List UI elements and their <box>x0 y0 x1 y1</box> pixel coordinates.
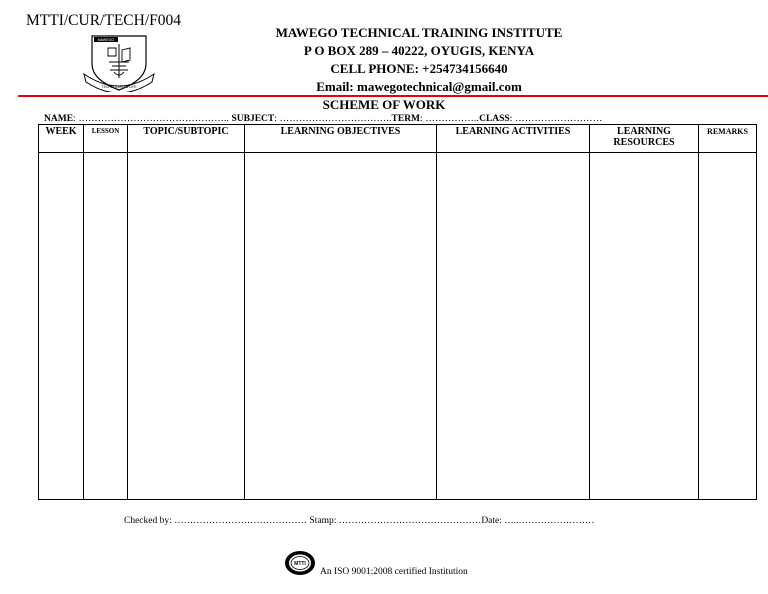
institute-phone: CELL PHONE: +254734156640 <box>330 61 508 76</box>
scheme-table <box>38 124 757 500</box>
logo-text-bottom: TECHNOLOGY & LIFE <box>101 85 137 89</box>
teacher-fields <box>44 114 602 124</box>
document-title: SCHEME OF WORK <box>322 97 446 112</box>
class-label: CLASS <box>479 114 510 124</box>
col-learning-activities: LEARNING ACTIVITIES <box>437 125 590 153</box>
resources-cell[interactable] <box>590 153 699 500</box>
subject-label: SUBJECT <box>231 114 275 124</box>
checked-by-field[interactable]: Checked by: …………………………………… <box>124 516 308 526</box>
lesson-cell[interactable] <box>84 153 128 500</box>
activities-cell[interactable] <box>437 153 590 500</box>
iso-certification-logo <box>284 550 316 576</box>
col-topic-subtopic: TOPIC/SUBTOPIC <box>128 125 245 153</box>
date-field[interactable]: Date: …..…………………… <box>481 516 595 526</box>
document-code: MTTI/CUR/TECH/F004 <box>26 12 182 29</box>
col-lesson: LESSON <box>84 125 128 153</box>
col-learning-objectives: LEARNING OBJECTIVES <box>245 125 437 153</box>
logo-text-top: MAWEGO <box>97 38 115 42</box>
remarks-cell[interactable] <box>699 153 757 500</box>
subject-field[interactable]: : …………………………….. <box>274 114 392 124</box>
objectives-cell[interactable] <box>245 153 437 500</box>
institute-address: P O BOX 289 – 40222, OYUGIS, KENYA <box>303 43 535 58</box>
class-field[interactable]: : ……………………… <box>509 114 603 124</box>
institute-email: Email: mawegotechnical@gmail.com <box>316 79 522 94</box>
table-row <box>39 153 757 500</box>
institute-name: MAWEGO TECHNICAL TRAINING INSTITUTE <box>275 25 563 40</box>
col-remarks: REMARKS <box>699 125 757 153</box>
week-cell[interactable] <box>39 153 84 500</box>
term-field[interactable]: : …………….. <box>420 114 480 124</box>
footer-signoff <box>124 516 595 526</box>
iso-logo-text: MTTI <box>294 561 306 567</box>
name-label: NAME <box>44 114 74 124</box>
name-field[interactable]: : ……………………………………….. <box>73 114 230 124</box>
stamp-field[interactable]: Stamp: ……………………………………… <box>309 516 482 526</box>
iso-certification-text: An ISO 9001:2008 certified Institution <box>320 567 468 577</box>
col-week: WEEK <box>39 125 84 153</box>
table-header-row <box>39 125 757 153</box>
term-label: TERM <box>391 114 421 124</box>
topic-cell[interactable] <box>128 153 245 500</box>
col-learning-resources: LEARNING RESOURCES <box>590 125 699 153</box>
